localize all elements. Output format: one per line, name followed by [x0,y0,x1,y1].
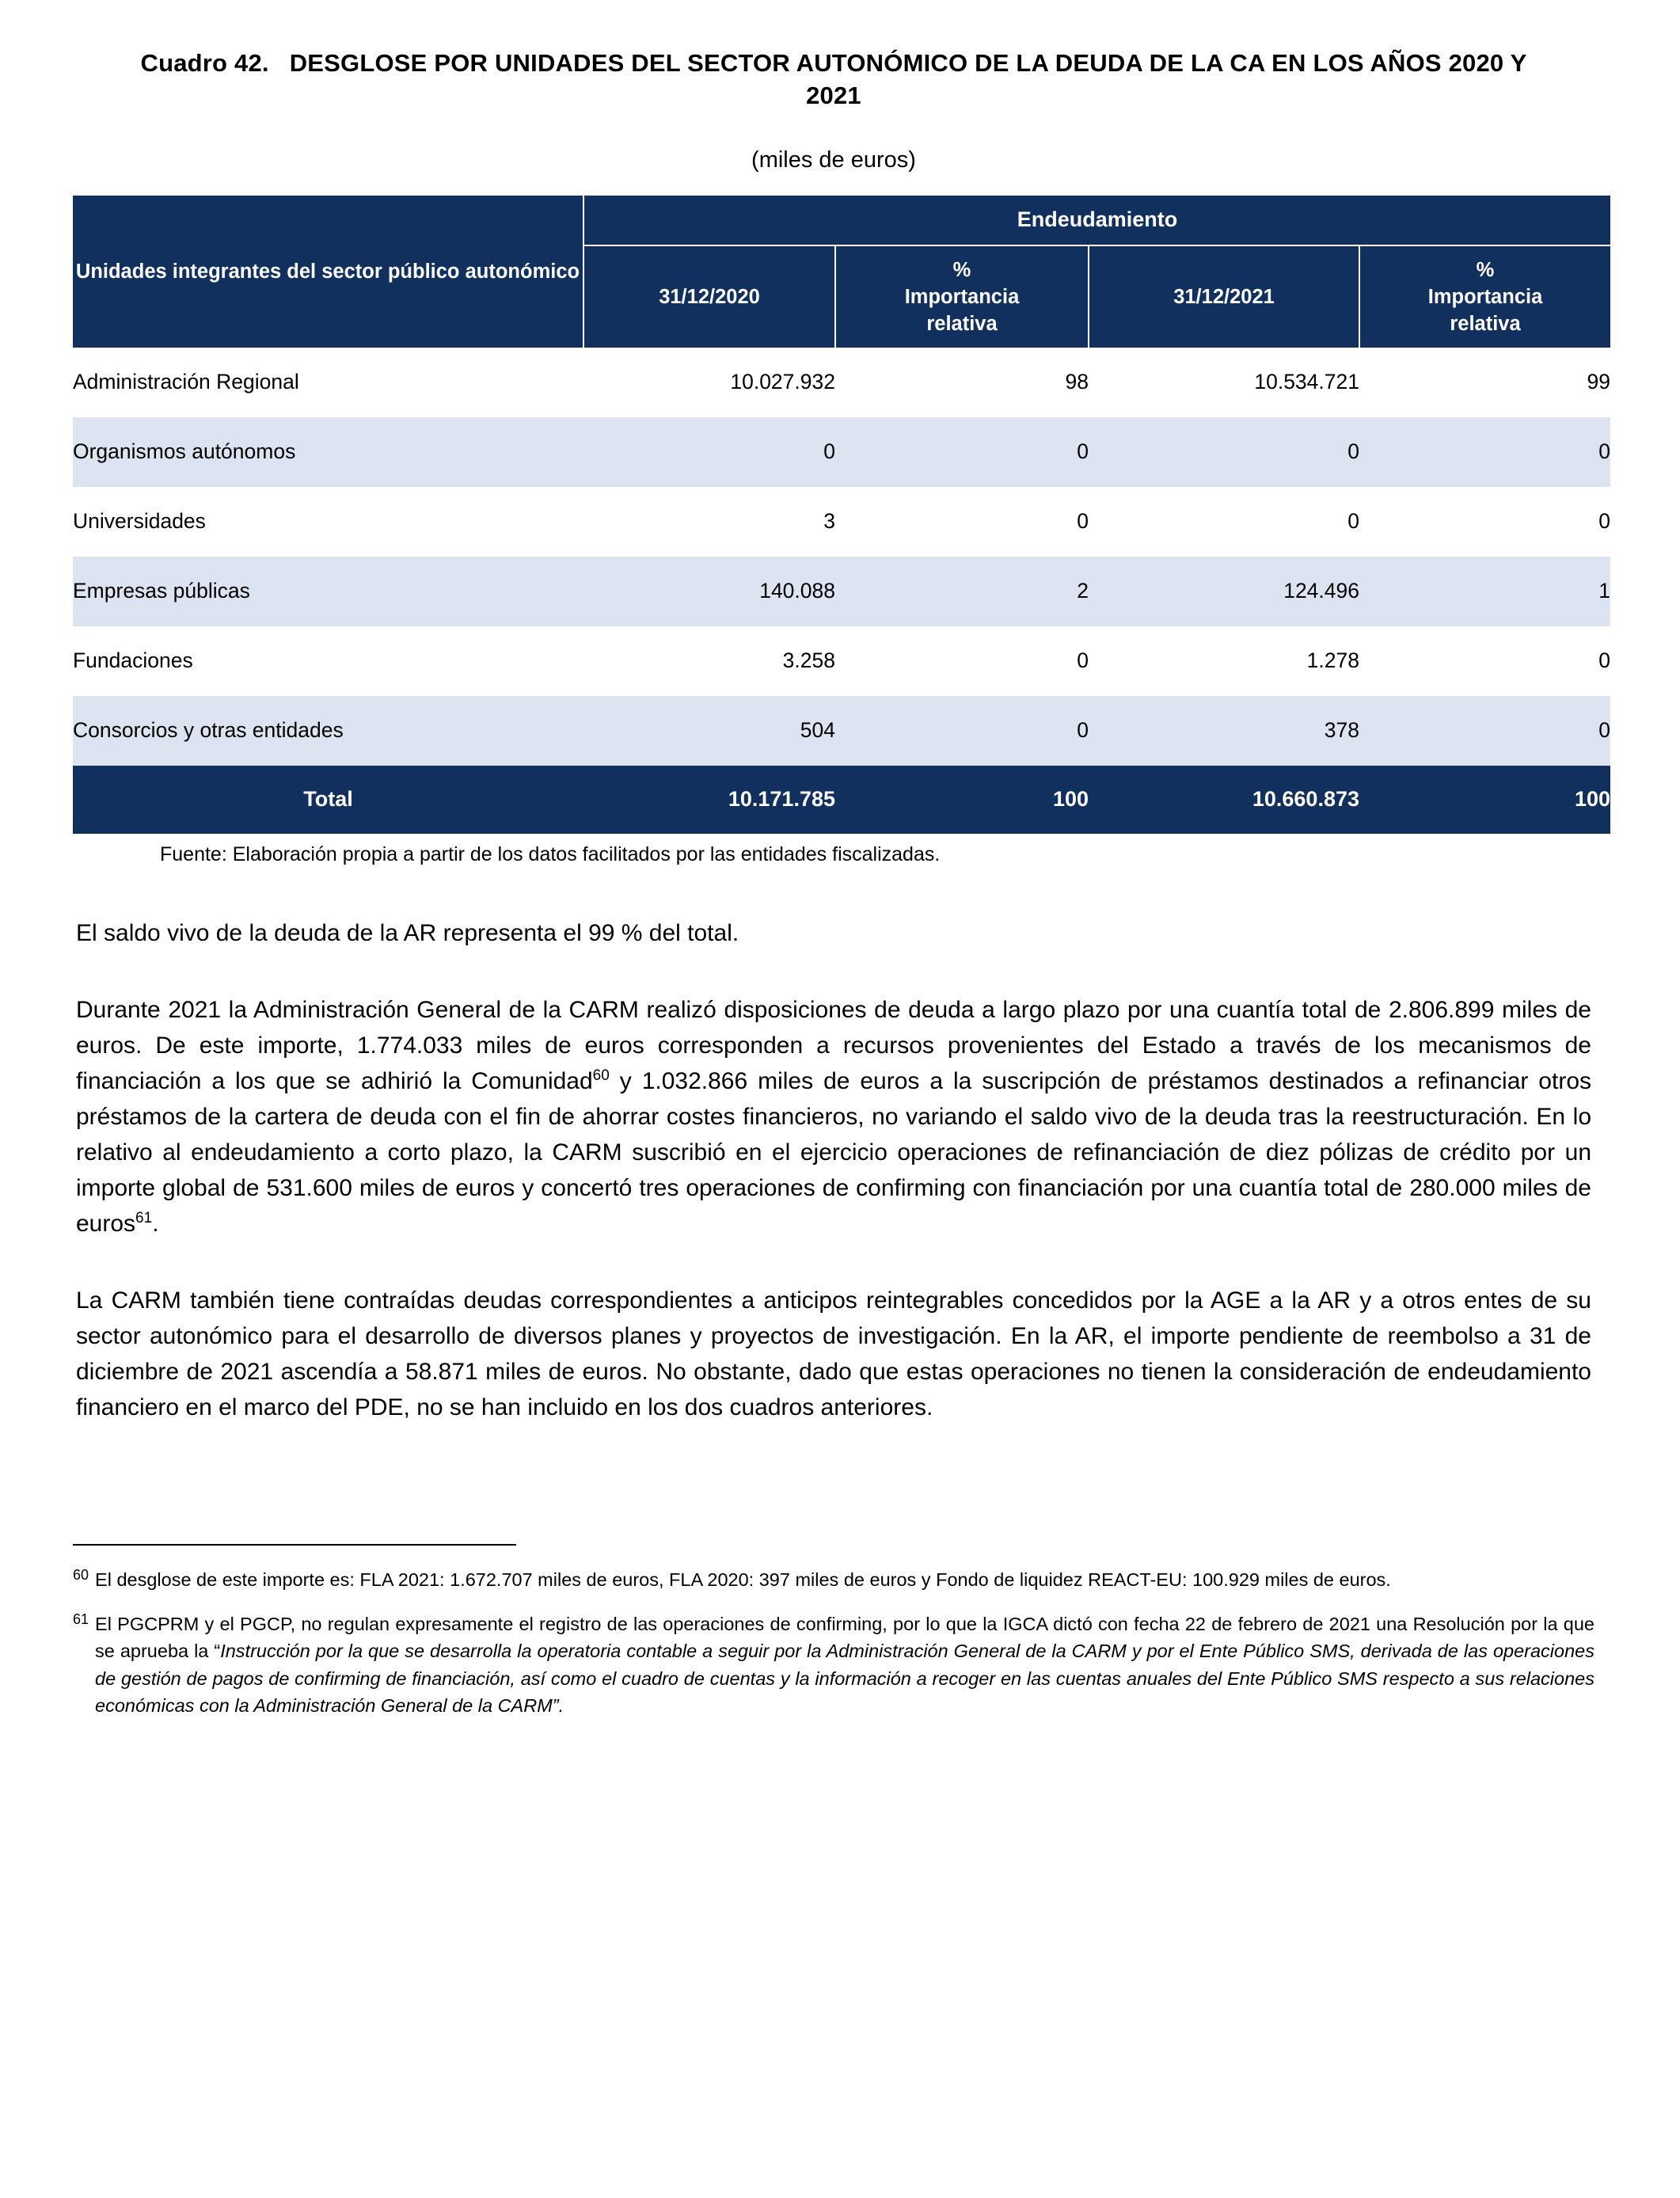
column-header-2020: 31/12/2020 [583,245,835,348]
table-header [73,196,1610,348]
cell-2021: 1.278 [1089,626,1359,696]
footnote-61-text-before: El PGCPRM y el PGCP, no regulan expresamente el registro de las operaciones de confirming, por lo que la IGCA dictó con fecha 22 de febrero de 2021 una Resolución por la que se aprueba la “ [95,1614,1594,1662]
cell-pct-2020: 0 [835,696,1089,766]
cell-pct-2020: 98 [835,348,1089,417]
cell-2020: 504 [583,696,835,766]
cell-2021: 378 [1089,696,1359,766]
paragraph-2-part-3: . [152,1210,159,1237]
footnote-61 [73,1610,1594,1719]
cell-2021: 0 [1089,487,1359,557]
table-row [73,417,1610,487]
cell-pct-2021: 99 [1359,348,1610,417]
row-label: Consorcios y otras entidades [73,696,583,766]
cell-2021: 0 [1089,417,1359,487]
debt-breakdown-table [73,196,1610,834]
total-pct-2021: 100 [1359,766,1610,834]
table-row [73,348,1610,417]
footnote-ref-60[interactable]: 60 [592,1067,610,1084]
cell-pct-2021: 0 [1359,626,1610,696]
column-header-pct-2020: % Importancia relativa [835,245,1089,348]
cell-2020: 140.088 [583,557,835,626]
cell-2021: 10.534.721 [1089,348,1359,417]
table-source-note: Fuente: Elaboración propia a partir de los datos facilitados por las entidades fiscalizadas. [160,842,941,865]
paragraph-1: El saldo vivo de la deuda de la AR representa el 99 % del total. [76,919,739,946]
row-label: Administración Regional [73,348,583,417]
table-number-label: Cuadro 42. [140,49,269,77]
cell-2020: 10.027.932 [583,348,835,417]
row-label: Fundaciones [73,626,583,696]
cell-2020: 0 [583,417,835,487]
footnote-61-text-italic: Instrucción por la que se desarrolla la operatoria contable a seguir por la Administración General de la CARM y por el Ente Público SMS, derivada de las operaciones de gestión de pagos de confirming de financiación, así como el cuadro de cuentas y la información a recoger en las cuentas anuales del Ente Público SMS respecto a sus relaciones económicas con la Administración General de la CARM”. [95,1641,1594,1716]
units-note: (miles de euros) [751,146,916,173]
footnote-60-mark: 60 [73,1566,89,1583]
cell-pct-2021: 1 [1359,557,1610,626]
cell-2020: 3 [583,487,835,557]
row-label: Organismos autónomos [73,417,583,487]
table-row [73,557,1610,626]
cell-2021: 124.496 [1089,557,1359,626]
total-label: Total [73,766,583,834]
footnote-60-text: El desglose de este importe es: FLA 2021: 1.672.707 miles de euros, FLA 2020: 397 miles de euros y Fondo de liquidez REACT-EU: 100.929 miles de euros. [95,1569,1391,1590]
footnote-area [73,1544,1594,1719]
row-label: Universidades [73,487,583,557]
table-title-text: DESGLOSE POR UNIDADES DEL SECTOR AUTONÓMICO DE LA DEUDA DE LA CA EN LOS AÑOS 2020 Y 2021 [289,49,1527,109]
row-label: Empresas públicas [73,557,583,626]
total-2021: 10.660.873 [1089,766,1359,834]
cell-pct-2020: 0 [835,417,1089,487]
table-body [73,348,1610,834]
column-header-2021: 31/12/2021 [1089,245,1359,348]
footnote-divider [73,1544,516,1546]
row-header-label: Unidades integrantes del sector público autonómico [73,196,583,348]
footnote-ref-61[interactable]: 61 [135,1209,153,1226]
cell-pct-2021: 0 [1359,696,1610,766]
paragraph-3: La CARM también tiene contraídas deudas correspondientes a anticipos reintegrables concedidos por la AGE a la AR y a otros entes de su sector autonómico para el desarrollo de diversos planes y proyectos de investigación. En la AR, el importe pendiente de reembolso a 31 de diciembre de 2021 ascendía a 58.871 miles de euros. No obstante, dado que estas operaciones no tienen la consideración de endeudamiento financiero en el marco del PDE, no se han incluido en los dos cuadros anteriores. [76,1287,1591,1420]
total-pct-2020: 100 [835,766,1089,834]
cell-pct-2020: 0 [835,626,1089,696]
cell-pct-2021: 0 [1359,417,1610,487]
paragraph-2-part-1: Durante 2021 la Administración General de la CARM realizó disposiciones de deuda a largo plazo por una cuantía total de 2.806.899 miles de euros. De este importe, 1.774.033 miles de euros corresponden a recursos provenientes del Estado a través de los mecanismos de financiación a los que se adhirió la Comunidad [76,996,1591,1094]
table-row [73,626,1610,696]
footnote-60 [73,1566,1594,1593]
table-row [73,696,1610,766]
cell-pct-2021: 0 [1359,487,1610,557]
cell-2020: 3.258 [583,626,835,696]
cell-pct-2020: 0 [835,487,1089,557]
paragraph-2 [76,992,1591,1242]
column-group-header: Endeudamiento [583,196,1610,245]
paragraph-2-part-2: y 1.032.866 miles de euros a la suscripción de préstamos destinados a refinanciar otros préstamos de la cartera de deuda con el fin de ahorrar costes financieros, no variando el saldo vivo de la deuda tras la reestructuración. En lo relativo al endeudamiento a corto plazo, la CARM suscribió en el ejercicio operaciones de refinanciación de diez pólizas de crédito por un importe global de 531.600 miles de euros y concertó tres operaciones de confirming con financiación por una cuantía total de 280.000 miles de euros [76,1067,1592,1237]
total-2020: 10.171.785 [583,766,835,834]
table-row [73,487,1610,557]
page-title [120,48,1547,112]
footnote-61-mark: 61 [73,1611,89,1628]
cell-pct-2020: 2 [835,557,1089,626]
table-total-row [73,766,1610,834]
footnote-61-text [95,1610,1594,1719]
column-header-pct-2021: % Importancia relativa [1359,245,1610,348]
